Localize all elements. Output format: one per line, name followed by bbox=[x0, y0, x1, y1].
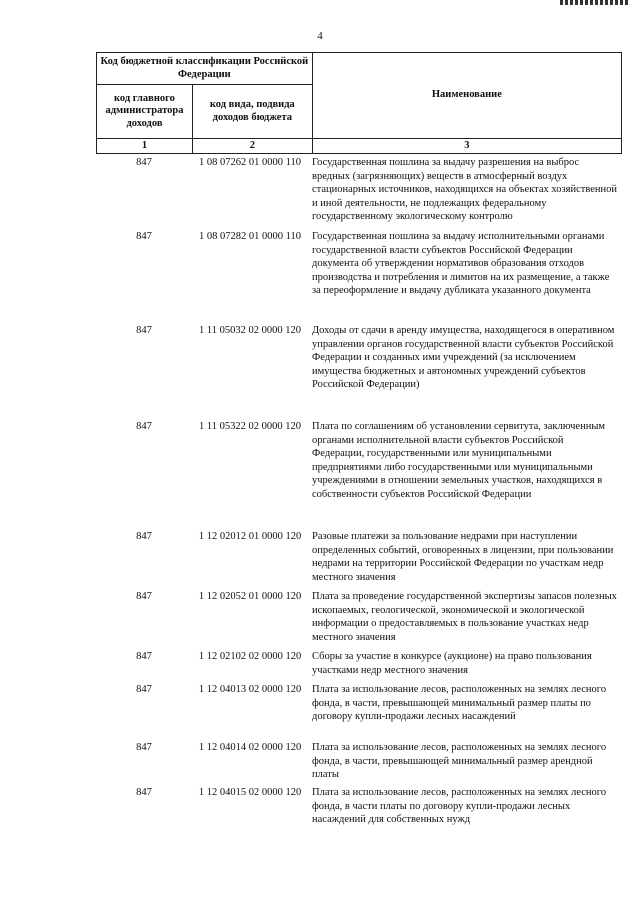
revenue-name: Плата за использование лесов, расположенных на землях лесного фонда, в части платы по договору купли-продажи лесных насаждений для собственных нужд bbox=[312, 787, 607, 826]
revenue-code: 1 12 02102 02 0000 120 bbox=[198, 651, 302, 662]
admin-code: 847 bbox=[136, 421, 152, 432]
revenue-name: Плата по соглашениям об установлении сервитута, заключенным органами исполнительной власти субъектов Российской Федерации, государственными или муниципальными предприятиями либо государственными или муниципальными учреждениями в отношении земельных участков, находящихся в собственности субъектов Российской Федерации bbox=[312, 421, 606, 500]
revenue-code: 1 12 02012 01 0000 120 bbox=[198, 531, 302, 542]
header-col-number-1: 1 bbox=[97, 139, 193, 154]
admin-code: 847 bbox=[136, 742, 152, 753]
revenue-code: 1 08 07262 01 0000 110 bbox=[199, 157, 301, 168]
admin-code: 847 bbox=[136, 651, 152, 662]
header-col-number-2: 2 bbox=[192, 139, 312, 154]
revenue-name: Плата за использование лесов, расположенных на землях лесного фонда, в части, превышающей минимальный размер арендной платы bbox=[312, 742, 607, 781]
header-admin-code-title: код главного администратора доходов bbox=[97, 85, 193, 139]
header-table bbox=[96, 52, 622, 154]
revenue-code: 1 11 05032 02 0000 120 bbox=[199, 325, 301, 336]
revenue-code: 1 12 04015 02 0000 120 bbox=[198, 787, 302, 798]
revenue-name: Доходы от сдачи в аренду имущества, находящегося в оперативном управлении органов государственной власти субъектов Российской Федерации и созданных ими учреждений (за исключением имущества бюджетных и автономных учреждений субъектов Российской Федерации) bbox=[312, 325, 615, 391]
revenue-code: 1 12 02052 01 0000 120 bbox=[198, 591, 302, 602]
admin-code: 847 bbox=[136, 787, 152, 798]
page-number: 4 bbox=[317, 30, 323, 42]
header-group-title: Код бюджетной классификации Российской Федерации bbox=[97, 53, 313, 85]
revenue-name: Сборы за участие в конкурсе (аукционе) на право пользования участками недр местного значения bbox=[312, 651, 592, 676]
scan-corner-mark bbox=[560, 0, 630, 5]
revenue-code: 1 08 07282 01 0000 110 bbox=[199, 231, 301, 242]
revenue-code: 1 12 04013 02 0000 120 bbox=[198, 684, 302, 695]
admin-code: 847 bbox=[136, 531, 152, 542]
revenue-code: 1 12 04014 02 0000 120 bbox=[198, 742, 302, 753]
admin-code: 847 bbox=[136, 231, 152, 242]
header-col-number-3: 3 bbox=[312, 139, 621, 154]
revenue-name: Плата за использование лесов, расположенных на землях лесного фонда, в части, превышающей минимальный размер платы по договору купли-продажи лесных насаждений bbox=[312, 684, 607, 723]
admin-code: 847 bbox=[136, 157, 152, 168]
admin-code: 847 bbox=[136, 325, 152, 336]
revenue-name: Плата за проведение государственной экспертизы запасов полезных ископаемых, геологической, экономической и экологической информации о предоставляемых в пользование участках недр местного значения bbox=[312, 591, 617, 643]
revenue-name: Разовые платежи за пользование недрами при наступлении определенных событий, оговоренных в лицензии, при пользовании недрами на территории Российской Федерации по участкам недр местного значения bbox=[312, 531, 614, 583]
revenue-name: Государственная пошлина за выдачу исполнительными органами государственной власти субъектов Российской Федерации документа об утверждении нормативов образования отходов производства и потребления и лимитов на их размещение, а также за переоформление и выдачу дубликата указанного документа bbox=[312, 231, 610, 297]
revenue-name: Государственная пошлина за выдачу разрешения на выброс вредных (загрязняющих) веществ в атмосферный воздух стационарных источников, находящихся на объектах хозяйственной и иной деятельности, не подлежащих федеральному государственному экологическому контролю bbox=[312, 157, 618, 223]
admin-code: 847 bbox=[136, 684, 152, 695]
header-name-title: Наименование bbox=[312, 53, 621, 139]
admin-code: 847 bbox=[136, 591, 152, 602]
header-revenue-code-title: код вида, подвида доходов бюджета bbox=[192, 85, 312, 139]
revenue-code: 1 11 05322 02 0000 120 bbox=[199, 421, 301, 432]
